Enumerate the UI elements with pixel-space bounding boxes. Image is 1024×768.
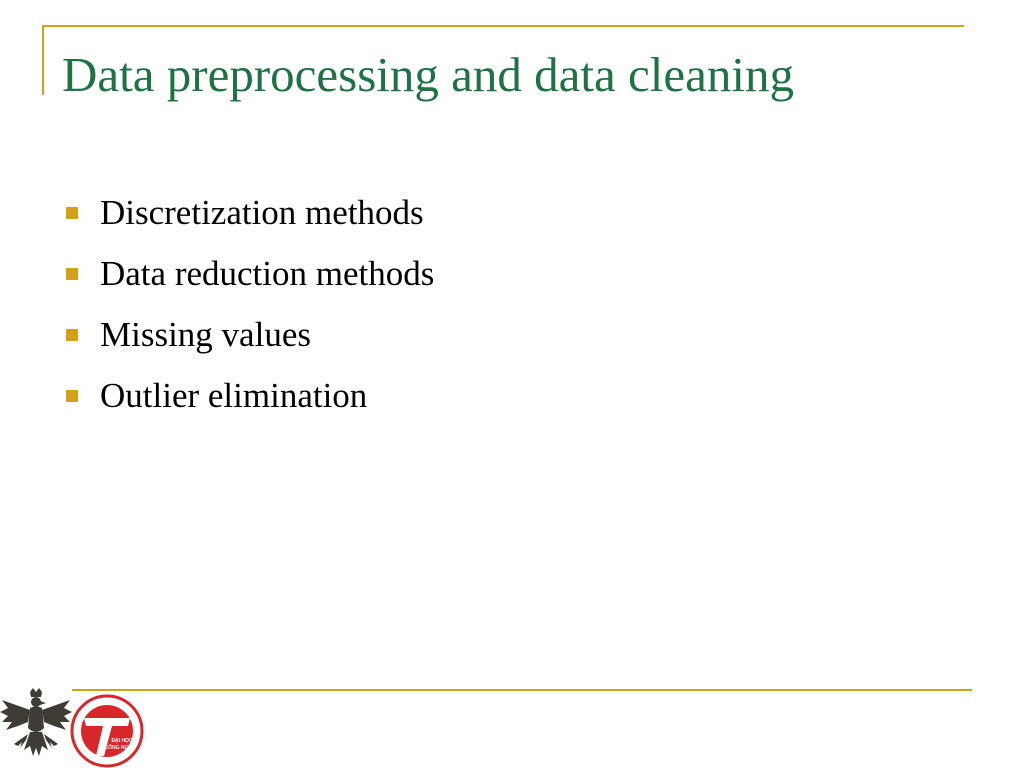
uet-university-logo	[70, 694, 144, 768]
slide-title: Data preprocessing and data cleaning	[62, 47, 794, 102]
bullet-text: Outlier elimination	[100, 375, 368, 415]
square-bullet-icon	[66, 268, 78, 280]
bullet-item	[66, 182, 434, 243]
uet-text-1: ĐẠI HỌC	[111, 738, 133, 744]
bullet-list	[66, 182, 434, 426]
square-bullet-icon	[66, 329, 78, 341]
square-bullet-icon	[66, 390, 78, 402]
bullet-item	[66, 304, 434, 365]
uet-text-2: CÔNG NGHỆ	[104, 745, 136, 751]
title-rule-vertical	[42, 25, 44, 95]
bullet-text: Discretization methods	[100, 192, 424, 232]
bullet-text: Missing values	[100, 314, 311, 354]
footer-rule	[72, 689, 972, 691]
bullet-item	[66, 243, 434, 304]
eagle-crest-icon	[0, 688, 72, 764]
title-rule-horizontal	[42, 25, 964, 27]
bullet-text: Data reduction methods	[100, 253, 435, 293]
bullet-item	[66, 365, 434, 426]
square-bullet-icon	[66, 207, 78, 219]
